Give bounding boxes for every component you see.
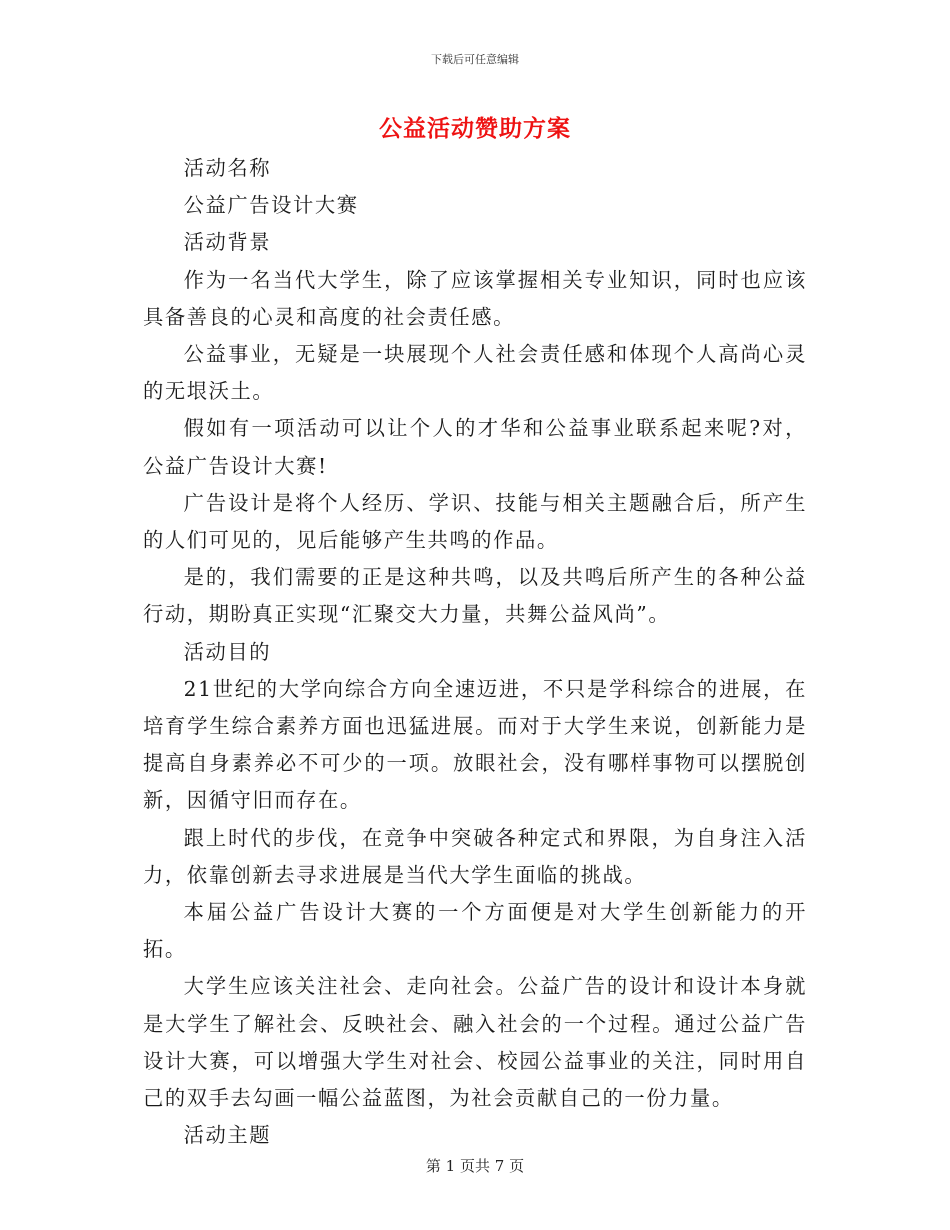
- paragraph-background-4: 广告设计是将个人经历、学识、技能与相关主题融合后，所产生的人们可见的，见后能够产生共鸣的作品。: [143, 490, 807, 553]
- paragraph-activity-name-heading: 活动名称: [183, 156, 272, 180]
- paragraph-background-2: 公益事业，无疑是一块展现个人社会责任感和体现个人高尚心灵的无垠沃土。: [143, 342, 807, 404]
- page-indicator: 第 1 页共 7 页: [425, 1157, 525, 1175]
- paragraph-background-1: 作为一名当代大学生，除了应该掌握相关专业知识，同时也应该具备善良的心灵和高度的社会责任感。: [143, 267, 807, 329]
- paragraph-purpose-2: 跟上时代的步伐，在竞争中突破各种定式和界限，为自身注入活力，依靠创新去寻求进展是当代大学生面临的挑战。: [143, 825, 807, 887]
- paragraph-purpose-4: 大学生应该关注社会、走向社会。公益广告的设计和设计本身就是大学生了解社会、反映社会、融入社会的一个过程。通过公益广告设计大赛，可以增强大学生对社会、校园公益事业的关注，同时用自己的双手去勾画一幅公益蓝图，为社会贡献自己的一份力量。: [143, 974, 807, 1111]
- document-body: [143, 150, 807, 1154]
- paragraph-background-5: 是的，我们需要的正是这种共鸣，以及共鸣后所产生的各种公益行动，期盼真正实现“汇聚交大力量，共舞公益风尚”。: [143, 565, 807, 627]
- header-note: 下载后可任意编辑: [431, 53, 519, 66]
- paragraph-background-heading: 活动背景: [183, 230, 272, 255]
- paragraph-purpose-3: 本届公益广告设计大赛的一个方面便是对大学生创新能力的开拓。: [143, 900, 807, 962]
- paragraph-theme-heading: 活动主题: [183, 1123, 272, 1148]
- paragraph-activity-name: 公益广告设计大赛: [183, 193, 359, 218]
- paragraph-purpose-1: 21世纪的大学向综合方向全速迈进，不只是学科综合的进展，在培育学生综合素养方面也迅猛进展。而对于大学生来说，创新能力是提高自身素养必不可少的一项。放眼社会，没有哪样事物可以摆脱创新，因循守旧而存在。: [143, 676, 807, 813]
- paragraph-purpose-heading: 活动目的: [183, 639, 272, 664]
- document-title: 公益活动赞助方案: [379, 115, 571, 142]
- paragraph-background-3: 假如有一项活动可以让个人的才华和公益事业联系起来呢?对，公益广告设计大赛!: [143, 416, 807, 478]
